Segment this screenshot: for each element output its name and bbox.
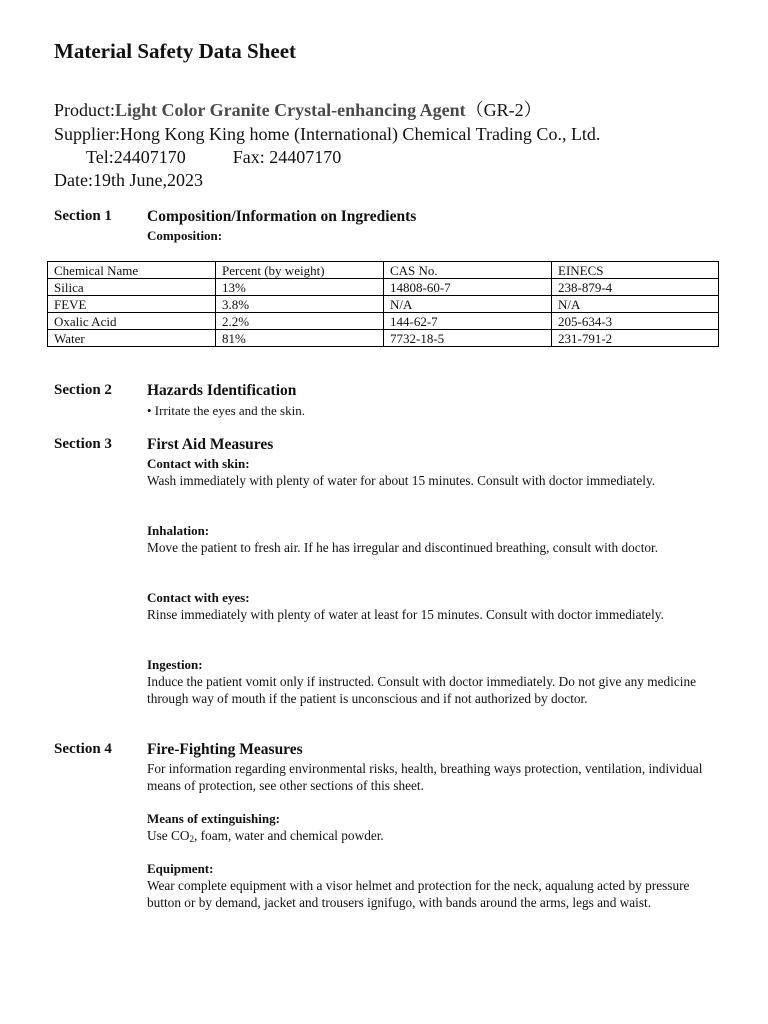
header-cell: Chemical Name (48, 262, 216, 279)
table-row (48, 313, 719, 330)
extinguishing-post: , foam, water and chemical powder. (193, 828, 384, 843)
table-cell: 14808-60-7 (384, 279, 552, 296)
header-cell: Percent (by weight) (216, 262, 384, 279)
equipment-heading: Equipment: (147, 861, 214, 876)
product-name: Light Color Granite Crystal-enhancing Agent (115, 100, 466, 120)
section-4-title: Fire-Fighting Measures (147, 741, 303, 758)
header-cell: EINECS (552, 262, 719, 279)
section-1-number: Section 1 (54, 208, 112, 224)
extinguishing-pre: Use CO (147, 828, 190, 843)
table-row (48, 296, 719, 313)
product-line (54, 99, 542, 121)
table-cell: Water (48, 330, 216, 347)
section-3-number: Section 3 (54, 436, 112, 452)
table-cell: Silica (48, 279, 216, 296)
table-cell: 2.2% (216, 313, 384, 330)
skin-heading: Contact with skin: (147, 456, 250, 471)
section-1-title: Composition/Information on Ingredients (147, 208, 417, 225)
fax: Fax: 24407170 (232, 147, 342, 167)
document-title: Material Safety Data Sheet (54, 39, 297, 63)
composition-table (47, 261, 719, 347)
table-cell: FEVE (48, 296, 216, 313)
table-header-row (48, 262, 719, 279)
table-cell: 7732-18-5 (384, 330, 552, 347)
table-cell: 3.8% (216, 296, 384, 313)
section-2-number: Section 2 (54, 382, 112, 398)
fire-intro-text: For information regarding environmental risks, health, breathing ways protection, ventilation, individual means of protection, see other sections of this sheet. (147, 761, 703, 793)
tel-line (86, 146, 341, 168)
eyes-heading: Contact with eyes: (147, 590, 250, 605)
equipment-text: Wear complete equipment with a visor helmet and protection for the neck, aqualung acted by pressure button or by demand, jacket and trousers ignifugo, with bands around the arms, legs and waist. (147, 878, 690, 910)
table-cell: 144-62-7 (384, 313, 552, 330)
table-row (48, 279, 719, 296)
inhalation-text: Move the patient to fresh air. If he has irregular and discontinued breathing, consult with doctor. (147, 540, 659, 555)
table-cell: 13% (216, 279, 384, 296)
eyes-text: Rinse immediately with plenty of water at least for 15 minutes. Consult with doctor immediately. (147, 607, 664, 622)
table-cell: 81% (216, 330, 384, 347)
date-line: Date:19th June,2023 (54, 170, 203, 190)
section-3-title: First Aid Measures (147, 436, 274, 453)
product-label: Product: (54, 100, 115, 120)
ingestion-heading: Ingestion: (147, 657, 203, 672)
composition-label: Composition: (147, 228, 223, 243)
inhalation-heading: Inhalation: (147, 523, 210, 538)
supplier-line: Supplier:Hong Kong King home (International) Chemical Trading Co., Ltd. (54, 124, 601, 144)
extinguishing-heading: Means of extinguishing: (147, 811, 280, 826)
tel: Tel:24407170 (86, 147, 186, 167)
ingestion-text: Induce the patient vomit only if instructed. Consult with doctor immediately. Do not give any medicine through way of mouth if the patient is unconscious and if not authorized by doctor. (147, 674, 696, 706)
table-row (48, 330, 719, 347)
table-cell: 205-634-3 (552, 313, 719, 330)
section-4-number: Section 4 (54, 741, 112, 757)
table-cell: N/A (552, 296, 719, 313)
skin-text: Wash immediately with plenty of water for about 15 minutes. Consult with doctor immediately. (147, 473, 656, 488)
table-cell: 231-791-2 (552, 330, 719, 347)
product-code: （GR-2） (465, 100, 542, 120)
table-cell: Oxalic Acid (48, 313, 216, 330)
table-cell: N/A (384, 296, 552, 313)
table-cell: 238-879-4 (552, 279, 719, 296)
header-cell: CAS No. (384, 262, 552, 279)
section-2-title: Hazards Identification (147, 382, 297, 399)
extinguishing-text (147, 827, 722, 848)
hazard-bullet: • Irritate the eyes and the skin. (147, 403, 305, 418)
co2-subscript: 2 (189, 834, 194, 844)
